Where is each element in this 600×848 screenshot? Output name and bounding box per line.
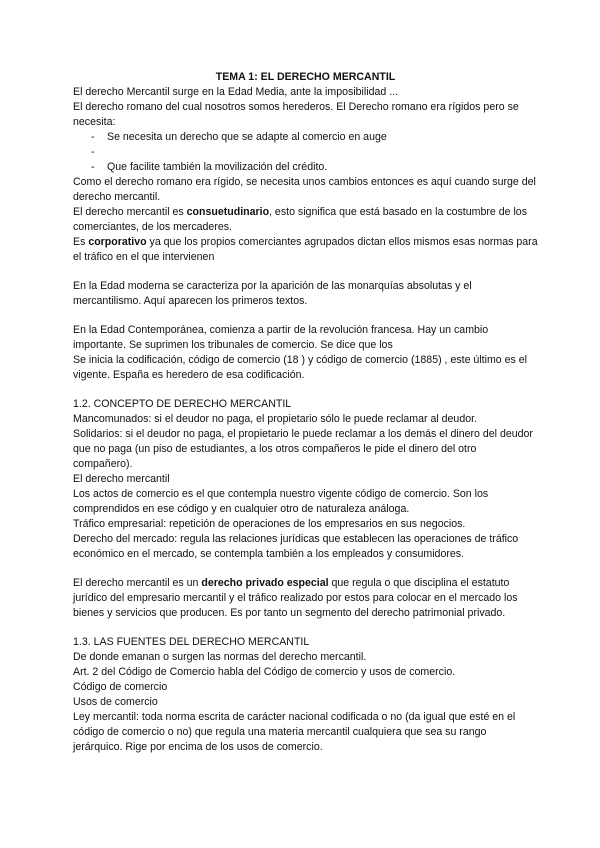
mancomunados-paragraph: Mancomunados: si el deudor no paga, el propietario sólo le puede reclamar al deudor. xyxy=(73,413,477,425)
text-run: El derecho mercantil es un xyxy=(73,577,202,589)
list-item: - Que facilite también la movilización del crédito. xyxy=(91,160,538,175)
derecho-privado-especial-paragraph xyxy=(73,576,538,621)
intro-paragraph-1: El derecho Mercantil surge en la Edad Media, ante la imposibilidad ... xyxy=(73,86,399,98)
derecho-mercantil-line: El derecho mercantil xyxy=(73,473,170,485)
section-heading-fuentes: 1.3. LAS FUENTES DEL DERECHO MERCANTIL xyxy=(73,636,310,648)
list-item xyxy=(91,145,538,160)
text-run: , esto significa que está basado en la costumbre de los comerciantes, de los mercaderes. xyxy=(73,206,527,233)
edad-contemporanea-paragraph-1: En la Edad Contemporánea, comienza a partir de la revolución francesa. Hay un cambio importante. Se suprimen los tribunales de comercio. Se dice que los xyxy=(73,324,489,351)
solidarios-paragraph: Solidarios: si el deudor no paga, el propietario le puede reclamar a los demás el dinero del deudor que no paga (un piso de estudiantes, a los otros compañeros le pide el dinero del otro compañero). xyxy=(73,428,533,470)
needs-list xyxy=(73,130,538,175)
derecho-mercado-paragraph: Derecho del mercado: regula las relaciones jurídicas que establecen las operaciones de tráfico económico en el mercado, se contempla también a los empleados y consumidores. xyxy=(73,533,519,560)
text-run: que regula o que disciplina el estatuto jurídico del empresario mercantil y el tráfico realizado por estos para colocar en el mercado los bienes y servicios que producen. Es por tanto un segmento del derecho patrimonial privado. xyxy=(73,577,518,619)
trafico-empresarial-paragraph: Tráfico empresarial: repetición de operaciones de los empresarios en sus negocios. xyxy=(73,518,466,530)
intro-paragraph-2: El derecho romano del cual nosotros somos herederos. El Derecho romano era rígidos pero se necesita: xyxy=(73,101,519,128)
corporativo-paragraph xyxy=(73,235,538,265)
section-heading-concepto: 1.2. CONCEPTO DE DERECHO MERCANTIL xyxy=(73,398,292,410)
term-corporativo: corporativo xyxy=(88,236,147,248)
consuetudinario-paragraph xyxy=(73,205,538,235)
fuentes-paragraph-2: Art. 2 del Código de Comercio habla del Código de comercio y usos de comercio. xyxy=(73,666,456,678)
usos-comercio-line: Usos de comercio xyxy=(73,696,158,708)
document-title: TEMA 1: EL DERECHO MERCANTIL xyxy=(215,71,396,83)
edad-contemporanea-paragraph-2: Se inicia la codificación, código de comercio (18 ) y código de comercio (1885) , este último es el vigente. España es heredero de esa codificación. xyxy=(73,354,527,381)
intro-paragraph-3: Como el derecho romano era rígido, se necesita unos cambios entonces es aquí cuando surge del derecho mercantil. xyxy=(73,176,536,203)
edad-moderna-paragraph: En la Edad moderna se caracteriza por la aparición de las monarquías absolutas y el mercantilismo. Aquí aparecen los primeros textos. xyxy=(73,280,472,307)
fuentes-paragraph-1: De donde emanan o surgen las normas del derecho mercantil. xyxy=(73,651,367,663)
codigo-comercio-line: Código de comercio xyxy=(73,681,168,693)
ley-mercantil-paragraph: Ley mercantil: toda norma escrita de carácter nacional codificada o no (da igual que esté en el código de comercio o no) que regula una materia mercantil cualquiera que sea su rango jerárquico. Rige por encima de los usos de comercio. xyxy=(73,711,516,753)
text-run: El derecho mercantil es xyxy=(73,206,187,218)
document-page xyxy=(73,70,538,755)
actos-comercio-paragraph: Los actos de comercio es el que contempla nuestro vigente código de comercio. Son los comprendidos en ese código y en cualquier otro de naturaleza análoga. xyxy=(73,488,489,515)
text-run: Es xyxy=(73,236,89,248)
text-run: ya que los propios comerciantes agrupados dictan ellos mismos esas normas para el tráfico en el que intervienen xyxy=(73,236,538,263)
list-item: - Se necesita un derecho que se adapte al comercio en auge xyxy=(91,130,538,145)
term-consuetudinario: consuetudinario xyxy=(186,206,270,218)
term-derecho-privado-especial: derecho privado especial xyxy=(201,577,329,589)
